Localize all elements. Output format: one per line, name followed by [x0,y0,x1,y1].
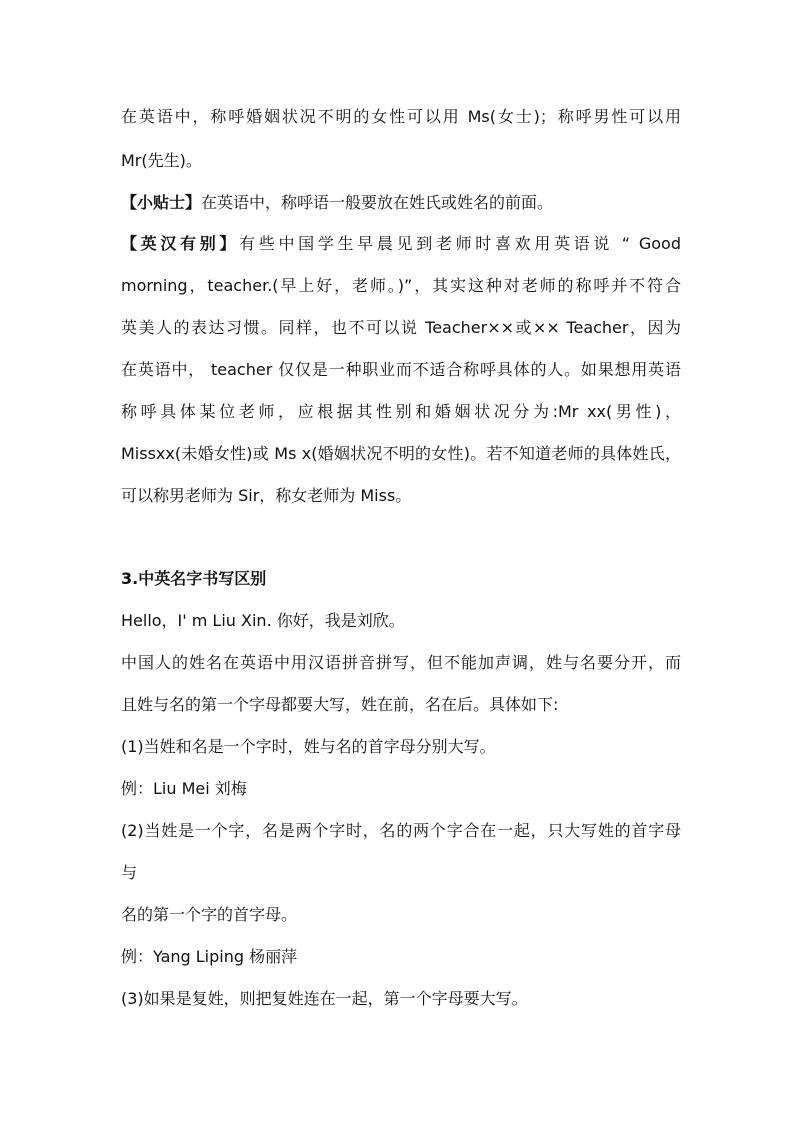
tip-text: 在英语中，称呼语一般要放在姓氏或姓名的前面。 [201,193,554,212]
rule-item-3: (3)如果是复姓，则把复姓连在一起，第一个字母要大写。 [121,989,528,1008]
rule-item-2-line-1: (2)当姓是一个字，名是两个字时，名的两个字合在一起，只大写姓的首字母 [121,821,681,840]
difference-line-3: 英美人的表达习惯。同样，也不可以说 Teacher××或×× Teacher，因为 [121,318,681,337]
tip-label: 【小贴士】 [121,193,202,212]
difference-line-6: Missxx(未婚女性)或 Ms x(婚姻状况不明的女性)。若不知道老师的具体姓氏， [121,444,681,463]
rule-item-2-line-2: 与 [121,863,138,882]
section-3-heading: 3.中英名字书写区别 [121,569,267,588]
intro-line-1: 在英语中，称呼婚姻状况不明的女性可以用 Ms(女士)；称呼男性可以用 [121,107,681,126]
rule-item-1: (1)当姓和名是一个字时，姓与名的首字母分别大写。 [121,737,496,756]
rule-item-2-example: 例：Yang Liping 杨丽萍 [121,947,298,966]
tip-paragraph [121,192,553,214]
intro-line-2: Mr(先生)。 [121,151,202,170]
difference-line-4: 在英语中， teacher 仅仅是一种职业而不适合称呼具体的人。如果想用英语 [121,360,681,379]
rule-item-2-line-3: 名的第一个字的首字母。 [121,905,298,924]
difference-line-2: morning，teacher.(早上好，老师。)”，其实这种对老师的称呼并不符合 [121,276,681,295]
difference-line-7: 可以称男老师为 Sir，称女老师为 Miss。 [121,486,412,505]
hello-example: Hello，I' m Liu Xin. 你好，我是刘欣。 [121,611,405,630]
difference-line-1-text: 有些中国学生早晨见到老师时喜欢用英语说 “ Good [239,234,681,253]
difference-line-5: 称呼具体某位老师，应根据其性别和婚姻状况分为:Mr xx(男性)， [121,402,681,421]
difference-label: 【英汉有别】 [121,234,240,253]
rule-line-1: 中国人的姓名在英语中用汉语拼音拼写，但不能加声调，姓与名要分开，而 [121,653,681,672]
difference-line-1 [121,233,681,255]
rule-item-1-example: 例：Liu Mei 刘梅 [121,779,247,798]
rule-line-2: 且姓与名的第一个字母都要大写，姓在前，名在后。具体如下: [121,695,559,714]
